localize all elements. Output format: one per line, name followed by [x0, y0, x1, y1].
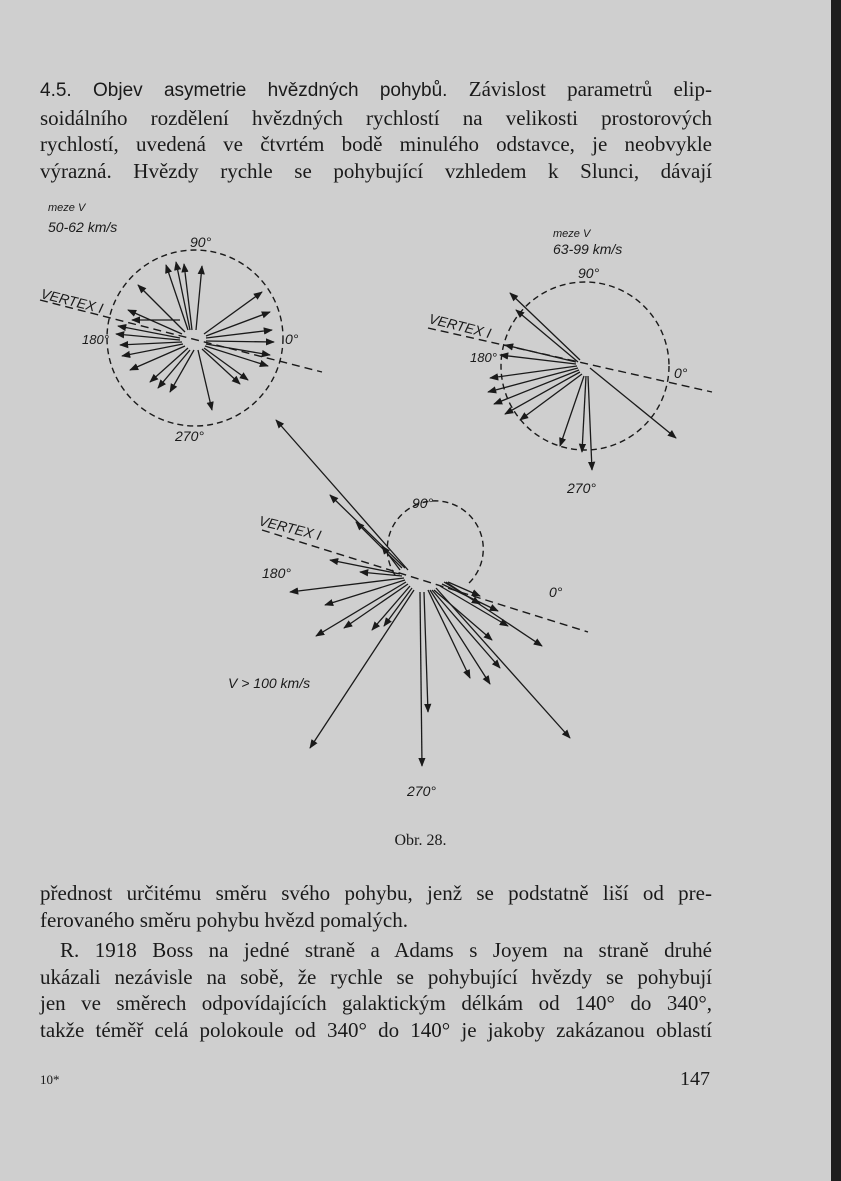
panel-1-vertex-label: VERTEX I: [39, 285, 105, 317]
panel-3-vertex-label: VERTEX I: [257, 512, 323, 544]
panel-3-angle-180: 180°: [262, 565, 291, 581]
bottom-paragraph-1: [40, 880, 712, 933]
panel-1-range-value: 50-62 km/s: [48, 219, 118, 235]
page-number: 147: [680, 1068, 710, 1090]
panel-2-dashed-circle: [501, 282, 669, 450]
bottom-paragraph-2: [40, 937, 712, 1043]
panel-1-angle-0: 0°: [285, 331, 299, 347]
text-line: výrazná. Hvězdy rychle se pohybující vzhledem k Slunci, dávají: [40, 158, 712, 183]
panel-1-angle-90: 90°: [190, 234, 212, 250]
text-line: jen ve směrech odpovídajících galaktickým délkám od 140° do 340°,: [40, 991, 712, 1015]
panel-3-arrows: [276, 420, 570, 766]
text-line: rychlostí, uvedená ve čtvrtém bodě minulého odstavce, je neobvykle: [40, 132, 712, 156]
text-line: přednost určitému směru svého pohybu, jenž se podstatně liší od pre-: [40, 881, 712, 905]
panel-2-vertex-label: VERTEX I: [427, 310, 493, 342]
text-line: R. 1918 Boss na jedné straně a Adams s Joyem na straně druhé: [60, 938, 712, 962]
panel-2-angle-90: 90°: [578, 265, 600, 281]
panel-1-arrows: [116, 262, 274, 410]
section-title: Objev asymetrie hvězdných pohybů.: [93, 80, 448, 101]
section-intro: Závislost parametrů elip-: [468, 77, 712, 101]
panel-3-angle-270: 270°: [407, 783, 436, 799]
section-number: 4.5.: [40, 80, 72, 101]
text-line: takže téměř celá polokoule od 340° do 140° je jakoby zakázanou oblastí: [40, 1017, 712, 1042]
figure-caption: Obr. 28.: [394, 832, 447, 849]
panel-3-angle-90: 90°: [412, 495, 434, 511]
panel-1-angle-270: 270°: [175, 428, 204, 444]
panel-2-range-label: meze V: [553, 228, 591, 240]
top-paragraph: [40, 76, 712, 184]
signature-mark: 10*: [40, 1072, 60, 1087]
section-heading-line: [40, 76, 712, 105]
panel-2-arrows: [488, 293, 676, 470]
text-line: ferovaného směru pohybu hvězd pomalých.: [40, 907, 408, 932]
panel-2-range-value: 63-99 km/s: [553, 241, 623, 257]
panel-1-dashed-circle: [107, 250, 283, 426]
text-line: soidálního rozdělení hvězdných rychlostí na velikosti prostorových: [40, 105, 712, 130]
panel-2-angle-0: 0°: [674, 365, 688, 381]
panel-2-angle-270: 270°: [567, 480, 596, 496]
panel-3-dashed-arc: [387, 501, 483, 584]
panel-3-diagram: [262, 420, 588, 766]
panel-2-angle-180: 180°: [470, 350, 497, 365]
panel-2-diagram: [428, 282, 712, 470]
panel-1-angle-180: 180°: [82, 332, 109, 347]
text-line: ukázali nezávisle na sobě, že rychle se pohybující hvězdy se pohybují: [40, 964, 712, 989]
panel-3-range-value: V > 100 km/s: [228, 675, 311, 691]
panel-3-angle-0: 0°: [549, 584, 563, 600]
figure-28-star-velocity-diagram: [0, 195, 841, 835]
panel-1-range-label: meze V: [48, 202, 86, 214]
